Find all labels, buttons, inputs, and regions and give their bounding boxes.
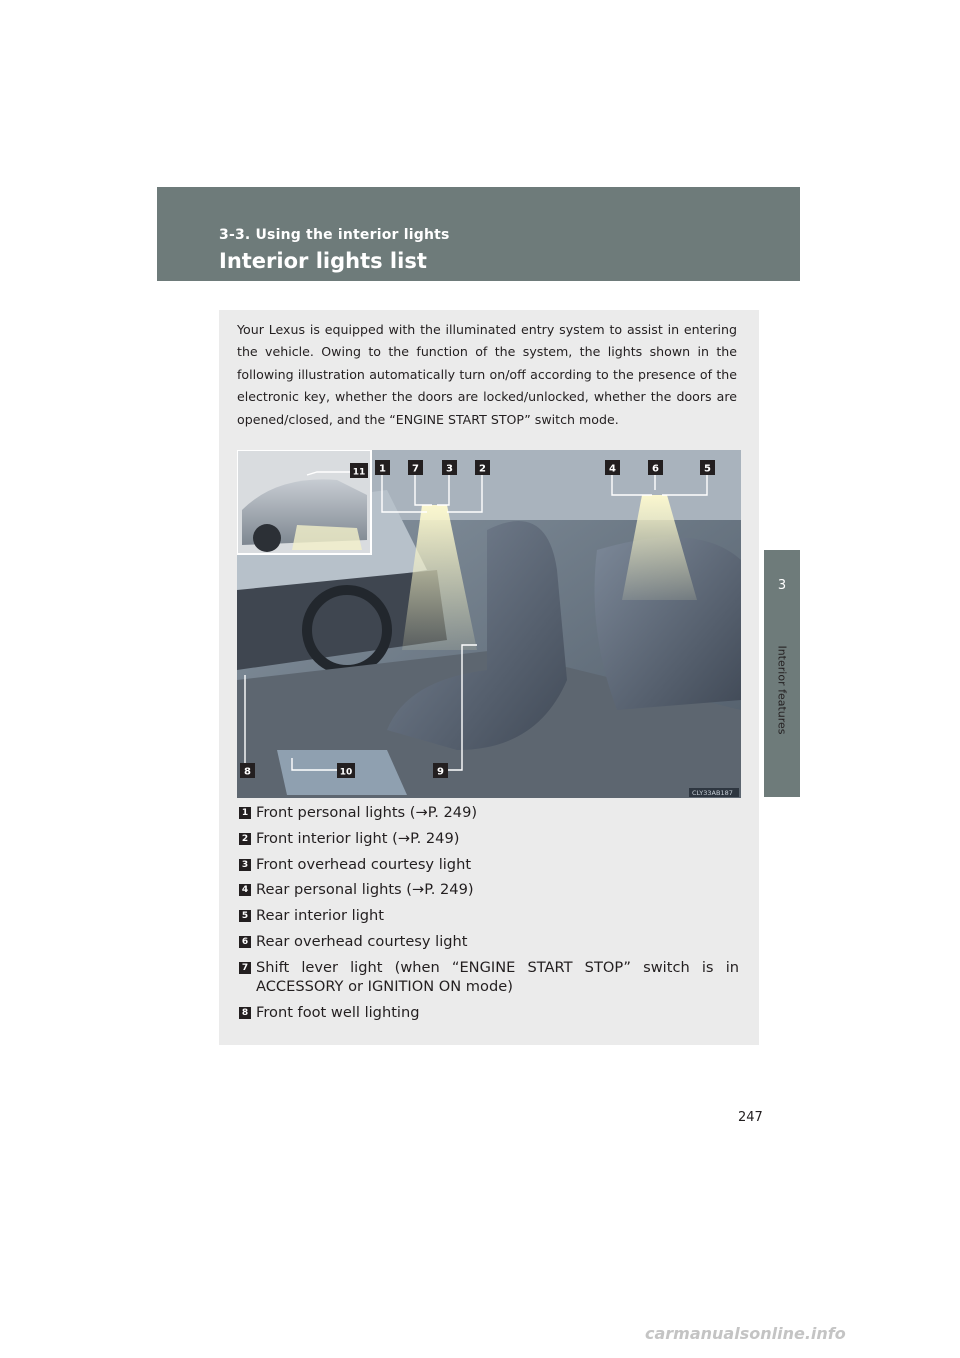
lights-legend <box>239 803 739 1028</box>
legend-text: Front overhead courtesy light <box>256 855 472 873</box>
legend-item <box>239 829 739 848</box>
legend-item <box>239 855 739 874</box>
car-wheel <box>253 524 281 552</box>
svg-text:8: 8 <box>244 766 251 778</box>
svg-text:11: 11 <box>352 467 366 478</box>
legend-number: 2 <box>239 833 251 845</box>
legend-text: Front interior light (→P. 249) <box>256 829 460 847</box>
watermark[interactable]: carmanualsonline.info <box>645 1324 846 1343</box>
svg-text:6: 6 <box>652 463 659 475</box>
legend-text: Rear personal lights (→P. 249) <box>256 881 474 899</box>
legend-item <box>239 906 739 925</box>
callout-8 <box>240 763 255 778</box>
page-title: Interior lights list <box>219 249 427 273</box>
legend-number: 7 <box>239 962 251 974</box>
legend-item <box>239 880 739 899</box>
legend-text: Front personal lights (→P. 249) <box>256 804 478 821</box>
callout-11 <box>350 463 368 478</box>
legend-text: Shift lever light (when “ENGINE START STOP” switch is in ACCESSORY or IGNITION ON mode) <box>256 958 739 995</box>
legend-number: 3 <box>239 859 251 871</box>
svg-text:10: 10 <box>339 767 353 778</box>
legend-number: 5 <box>239 910 251 922</box>
chapter-label-wrap <box>764 550 800 797</box>
svg-text:3: 3 <box>446 463 453 475</box>
svg-text:1: 1 <box>379 463 386 475</box>
intro-paragraph: Your Lexus is equipped with the illuminated entry system to assist in entering the vehicle. Owing to the function of the system, the lights shown in the following illustration automatically turn on/off according to the presence of the electronic key, whether the doors are locked/unlocked, whether the doors are opened/closed, and the “ENGINE START STOP” switch mode. <box>237 322 737 427</box>
chapter-label: Interior features <box>775 645 789 735</box>
legend-item <box>239 1003 739 1022</box>
image-code: CLY33AB187 <box>692 789 733 797</box>
legend-number: 8 <box>239 1007 251 1019</box>
callout-7 <box>408 460 423 475</box>
callout-5 <box>700 460 715 475</box>
content-box <box>219 310 759 1045</box>
legend-text: Rear overhead courtesy light <box>256 932 468 950</box>
legend-number: 4 <box>239 884 251 896</box>
section-header <box>157 187 800 281</box>
legend-number: 1 <box>239 807 251 819</box>
callout-6 <box>648 460 663 475</box>
chapter-number: 3 <box>777 578 787 593</box>
page-number: 247 <box>738 1110 763 1125</box>
legend-number: 6 <box>239 936 251 948</box>
callout-2 <box>475 460 490 475</box>
legend-item <box>239 958 739 996</box>
svg-text:9: 9 <box>437 766 444 778</box>
callout-10 <box>337 763 355 778</box>
legend-item <box>239 932 739 951</box>
legend-item <box>239 803 739 822</box>
svg-text:7: 7 <box>412 463 419 475</box>
legend-text: Front foot well lighting <box>256 1003 420 1021</box>
interior-lights-illustration <box>237 450 741 798</box>
section-label: 3-3. Using the interior lights <box>219 227 450 243</box>
callout-3 <box>442 460 457 475</box>
callout-4 <box>605 460 620 475</box>
legend-text: Rear interior light <box>256 907 385 925</box>
ground-light <box>292 525 362 550</box>
callout-9 <box>433 763 448 778</box>
svg-text:4: 4 <box>609 463 616 475</box>
callout-1 <box>375 460 390 475</box>
svg-text:2: 2 <box>479 463 486 475</box>
svg-text:5: 5 <box>704 463 711 475</box>
